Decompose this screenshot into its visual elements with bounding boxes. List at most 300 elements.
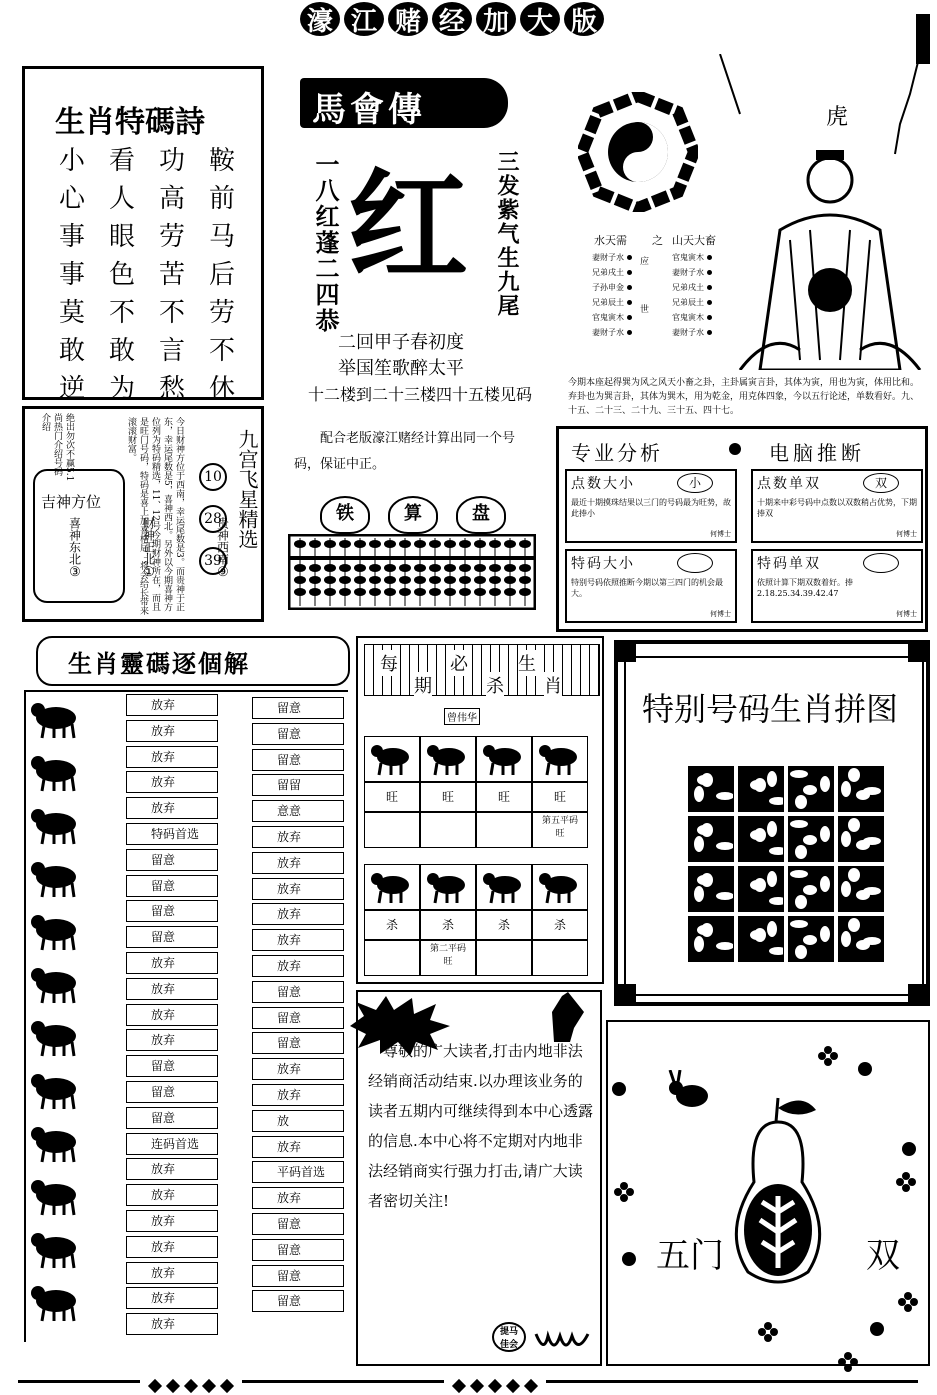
poem-char: 事 (58, 222, 85, 252)
zodiac-animal-icon (28, 1067, 84, 1111)
gua-dot-icon (707, 300, 712, 305)
abacus-bead (429, 588, 441, 596)
abacus-bead (384, 576, 396, 584)
zodiac-animal-icon (28, 1226, 84, 1270)
zodiac-col2-cell: 放弃 (252, 878, 344, 900)
decor-dot (902, 1142, 916, 1156)
zodiac-col2-cell: 留意 (252, 981, 344, 1003)
abacus-bead (324, 564, 336, 572)
kill-extra-cell (364, 940, 420, 976)
kill-extra-cell (420, 812, 476, 848)
abacus-bead (444, 564, 456, 572)
poem-char: 色 (108, 260, 135, 290)
abacus-bead (474, 576, 486, 584)
kill-status-cell: 旺 (476, 782, 532, 812)
poem-title: 生肖特碼詩 (55, 105, 205, 140)
gua-paragraph: 今期本座起得巽为风之风天小畜之卦，主卦属寅言卦，其体为寅，用也为寅，体用比和。弃卦也为巽言卦，其体为巽木，用为乾金，用克体四象，今以五行论述，单数看好。九、十五、二十三、二十九、三十五、四十七。 (568, 378, 920, 416)
zodiac-col1-cell: 放弃 (126, 978, 218, 1000)
pear-box (606, 1020, 930, 1366)
abacus-bead (294, 540, 306, 548)
puzzle-piece (838, 766, 884, 812)
masthead-char: 江 (344, 2, 384, 36)
abacus-bead (384, 588, 396, 596)
zodiac-col1-cell: 留意 (126, 926, 218, 948)
gua-line (592, 310, 632, 325)
kill-animal-cell (532, 736, 588, 782)
gua-dot-icon (627, 270, 632, 275)
gua-dot-icon (627, 255, 632, 260)
abacus-bead (399, 588, 411, 596)
poem-grid (47, 145, 247, 405)
puzzle-piece (738, 916, 784, 962)
kill-animal-cell (420, 864, 476, 910)
tiger-label: 虎 (826, 105, 849, 130)
abacus-bead (399, 540, 411, 548)
zodiac-col1-cell: 留意 (126, 1081, 218, 1103)
kill-table-box (356, 636, 604, 984)
gua-line (592, 280, 632, 295)
jiugong-number: 39 (199, 547, 227, 575)
analysis-card-label: 点数单双 (757, 476, 821, 492)
gua-shi: 世 (640, 305, 650, 315)
analysis-card-tag: 双 (863, 473, 899, 493)
analysis-card (565, 469, 737, 543)
gua-line (672, 250, 712, 265)
zodiac-col2-cell: 留意 (252, 1265, 344, 1287)
puzzle-piece (688, 816, 734, 862)
lucky-box (22, 406, 264, 622)
zodiac-col2-cell: 放弃 (252, 826, 344, 848)
gua-dot-icon (707, 330, 712, 335)
abacus-bead (519, 540, 531, 548)
poem-char: 愁 (158, 374, 185, 404)
gua-dot-icon (707, 315, 712, 320)
abacus-bead (474, 588, 486, 596)
abacus-bead (354, 540, 366, 548)
decor-flower-icon (614, 1182, 634, 1202)
abacus-bead (519, 576, 531, 584)
hot-number-col: 绝出勿 (64, 413, 74, 440)
gua-line (672, 325, 712, 340)
masthead-char: 赌 (388, 2, 428, 36)
puzzle-title: 特别号码生肖拼图 (642, 690, 899, 728)
masthead-char: 濠 (300, 2, 340, 36)
zodiac-col2-cell: 放弃 (252, 903, 344, 925)
kill-animal-cell (532, 864, 588, 910)
abacus-bead (504, 576, 516, 584)
zodiac-animal-icon (28, 802, 84, 846)
poem-char: 功 (158, 146, 185, 176)
horse-line-2: 举国笙歌醉太平 (338, 358, 464, 379)
zodiac-col1-cell: 留意 (126, 1107, 218, 1129)
zodiac-animal-icon (28, 696, 84, 740)
footer-diamonds-left (140, 1376, 242, 1395)
abacus-bead (414, 540, 426, 548)
gua-line (672, 295, 712, 310)
gua-line (592, 265, 632, 280)
zodiac-list-title-bar (36, 636, 350, 686)
pear-left-text: 五门 (656, 1236, 724, 1276)
analysis-card-label: 点数大小 (571, 476, 635, 492)
gua-line (672, 280, 712, 295)
kill-header-char: 肖 (544, 672, 562, 698)
poem-box (22, 66, 264, 404)
puzzle-piece (838, 816, 884, 862)
gua-ying: 应 (640, 257, 650, 267)
poem-char: 事 (58, 260, 85, 290)
abacus-bead (294, 564, 306, 572)
analysis-card-label: 特码单双 (757, 556, 821, 572)
abacus-bead (339, 588, 351, 596)
gua-line-label: 官鬼寅木 (592, 313, 624, 322)
analysis-card (751, 549, 923, 623)
abacus-bead (459, 540, 471, 548)
kill-animal-cell (420, 736, 476, 782)
zodiac-col1-cell: 连码首选 (126, 1133, 218, 1155)
gua-dot-icon (707, 285, 712, 290)
poem-char: 眼 (108, 222, 135, 252)
kill-animal-cell (364, 736, 420, 782)
poem-char: 逆 (58, 374, 85, 404)
zodiac-col2-cell: 留意 (252, 1290, 344, 1312)
puzzle-piece (738, 866, 784, 912)
gua-line-label: 妻财子水 (592, 328, 624, 337)
abacus-bead (414, 588, 426, 596)
hot-number-col: 5.1尚 (52, 413, 74, 482)
zodiac-col2-cell: 留意 (252, 1007, 344, 1029)
analysis-card-tag (677, 553, 713, 573)
lucky-direction-num: ③ (69, 565, 81, 580)
right-vertical-phrase: 三发紫气生九尾 (494, 150, 520, 318)
abacus-bead (444, 540, 456, 548)
poem-char: 看 (108, 146, 135, 176)
footer-diamonds-right (444, 1376, 546, 1395)
puzzle-piece (788, 866, 834, 912)
analysis-card (565, 549, 737, 623)
jiugong-numbers (199, 463, 227, 575)
notice-box (356, 990, 602, 1366)
zodiac-col1-cell: 放弃 (126, 1236, 218, 1258)
decor-dot (612, 1082, 626, 1096)
puzzle-piece (738, 766, 784, 812)
horse-banner (300, 78, 508, 128)
analysis-card (751, 469, 923, 543)
decor-flower-icon (818, 1046, 838, 1066)
zodiac-col2-cell: 放弃 (252, 1058, 344, 1080)
abacus-icon (288, 534, 536, 610)
zodiac-col2-cell: 放 (252, 1110, 344, 1132)
analysis-title-left: 专业分析 (571, 441, 663, 465)
zodiac-col1-cell: 放弃 (126, 1184, 218, 1206)
poem-char: 高 (158, 184, 185, 214)
decor-flower-icon (758, 1322, 778, 1342)
abacus-bead (399, 564, 411, 572)
zodiac-col2-cell: 放弃 (252, 1084, 344, 1106)
hot-number-col: 热门介绍 (52, 422, 62, 458)
abacus-bead (369, 540, 381, 548)
poem-char: 苦 (158, 260, 185, 290)
gua-line-label: 妻财子水 (672, 328, 704, 337)
poem-char: 小 (58, 146, 85, 176)
puzzle-piece (688, 866, 734, 912)
gua-line (592, 295, 632, 310)
poem-char: 为 (108, 374, 135, 404)
kill-header-char: 期 (414, 672, 432, 698)
gua-left-lines (592, 250, 632, 340)
lucky-direction-label: 财神正北 (141, 517, 156, 565)
gua-line-label: 子孙申金 (592, 283, 624, 292)
abacus-bead (384, 564, 396, 572)
zodiac-col1-cell: 放弃 (126, 1287, 218, 1309)
abacus-bead (384, 540, 396, 548)
zodiac-col2-cell: 放弃 (252, 852, 344, 874)
kill-header-char: 生 (518, 650, 536, 676)
zodiac-col1-cell: 留意 (126, 875, 218, 897)
abacus-bead (444, 588, 456, 596)
abacus-title (320, 496, 506, 534)
abacus-bead (414, 564, 426, 572)
lucky-direction-label: 贵神西南 (215, 517, 230, 565)
lucky-text (125, 417, 185, 617)
gua-line (672, 265, 712, 280)
gua-dot-icon (707, 270, 712, 275)
gua-dot-icon (627, 330, 632, 335)
zodiac-col1-cell: 放弃 (126, 1210, 218, 1232)
abacus-bead (324, 588, 336, 596)
zodiac-col1-cell: 留意 (126, 1055, 218, 1077)
poem-char: 马 (208, 222, 235, 252)
poem-char: 言 (158, 336, 185, 366)
abacus-bead (504, 540, 516, 548)
left-vertical-phrase: 一八红蓬二四恭 (311, 152, 340, 334)
zodiac-col1-cell: 放弃 (126, 797, 218, 819)
abacus-heart: 算 (388, 496, 438, 534)
abacus-bead (444, 576, 456, 584)
gua-line-label: 官鬼寅木 (672, 313, 704, 322)
poem-char: 鞍 (208, 146, 235, 176)
gua-dot-icon (627, 285, 632, 290)
jiugong-title: 九宫飞星精选 (235, 429, 259, 549)
lucky-title: 吉神方位 (41, 493, 102, 511)
gua-line-label: 官鬼寅木 (672, 253, 704, 262)
notice-stamp: 提马 佳会 (492, 1322, 526, 1352)
abacus-bead (489, 588, 501, 596)
horse-banner-text: 馬會傳 (312, 90, 426, 130)
analysis-card-sign: 何博士 (896, 530, 917, 538)
zodiac-col2-cell: 留留 (252, 774, 344, 796)
poem-char: 人 (108, 184, 135, 214)
abacus-bead (489, 564, 501, 572)
analysis-card-sign: 何博士 (710, 610, 731, 618)
decor-dot (622, 1252, 636, 1266)
abacus-bead (369, 576, 381, 584)
zodiac-animal-icon (28, 749, 84, 793)
masthead-char: 大 (520, 2, 560, 36)
lucky-direction-label: 喜神东北 (67, 517, 82, 565)
puzzle-piece (688, 916, 734, 962)
abacus-heart: 铁 (320, 496, 370, 534)
poem-char: 劳 (208, 298, 235, 328)
horse-line-1: 二回甲子春初度 (338, 332, 464, 353)
analysis-title-right: 电脑推断 (769, 441, 865, 465)
zodiac-animal-icon (28, 1120, 84, 1164)
zodiac-col1-cell: 放弃 (126, 1029, 218, 1051)
kill-status-cell: 杀 (364, 910, 420, 940)
abacus-bead (324, 540, 336, 548)
lucky-direction-num: ① (143, 565, 155, 580)
lucky-direction-num: ⑨ (217, 565, 229, 580)
abacus-bead (354, 588, 366, 596)
abacus-bead (339, 564, 351, 572)
zodiac-col1-cell: 放弃 (126, 746, 218, 768)
analysis-box (556, 426, 928, 632)
decor-dot (858, 1062, 872, 1076)
lucky-text-col: 另外以今期喜神方位列为特码精选，11、 (150, 417, 172, 612)
zodiac-col2-cell: 留意 (252, 1213, 344, 1235)
puzzle-piece (788, 816, 834, 862)
puzzle-piece (788, 916, 834, 962)
poem-char: 休 (208, 374, 235, 404)
kill-status-cell: 杀 (476, 910, 532, 940)
abacus-bead (429, 576, 441, 584)
zodiac-col2-cell: 留意 (252, 1032, 344, 1054)
lucky-text-col: 12号今期财神所在，而且是旺门号码， (138, 417, 160, 611)
jiugong-number: 28 (199, 505, 227, 533)
kill-extra-cell: 第二平码 旺 (420, 940, 476, 976)
abacus-bead (399, 576, 411, 584)
poem-char: 不 (158, 298, 185, 328)
puzzle-piece (838, 916, 884, 962)
kill-animal-cell (476, 736, 532, 782)
zodiac-animal-icon (28, 1173, 84, 1217)
gua-line-label: 兄弟戌土 (672, 283, 704, 292)
abacus-bead (339, 576, 351, 584)
zodiac-col2-cell: 留意 (252, 723, 344, 745)
crack-line-icon (700, 54, 937, 164)
zodiac-col2-cell: 平码首选 (252, 1161, 344, 1183)
abacus-bead (429, 540, 441, 548)
abacus-bead (489, 576, 501, 584)
analysis-card-text: 十期来中彩号码中点数以双数稍占优势，下期捧双 (757, 498, 917, 518)
zodiac-animal-icon (28, 961, 84, 1005)
abacus-bead (354, 576, 366, 584)
zodiac-col1-cell: 放弃 (126, 1262, 218, 1284)
kill-animal-cell (364, 864, 420, 910)
abacus-bead (309, 540, 321, 548)
kill-status-cell: 旺 (420, 782, 476, 812)
decor-flower-icon (896, 1172, 916, 1192)
zodiac-col2-cell: 留意 (252, 1239, 344, 1261)
abacus-bead (519, 564, 531, 572)
decor-dot (870, 1322, 884, 1336)
abacus-bead (294, 576, 306, 584)
gua-mid: 之 (652, 234, 663, 247)
zodiac-animal-icon (28, 1014, 84, 1058)
big-red-char: 红 (348, 156, 468, 297)
kill-header-char: 每 (380, 650, 398, 676)
abacus-heart: 盘 (456, 496, 506, 534)
zodiac-animal-icon (28, 1279, 84, 1323)
abacus-bead (429, 564, 441, 572)
masthead-title (300, 2, 604, 36)
gua-line (672, 310, 712, 325)
gua-left-title: 水天需 (594, 234, 627, 247)
zodiac-col1-cell: 特码首选 (126, 823, 218, 845)
puzzle-piece (738, 816, 784, 862)
abacus-bead (504, 588, 516, 596)
abacus-bead (504, 564, 516, 572)
poem-char: 敢 (58, 336, 85, 366)
zodiac-animal-icon (28, 908, 84, 952)
zodiac-col1-cell: 放弃 (126, 720, 218, 742)
analysis-card-tag (863, 553, 899, 573)
abacus-bead (294, 588, 306, 596)
kill-status-cell: 旺 (364, 782, 420, 812)
lucky-text-col: 滚财富。 (126, 426, 136, 462)
abacus-bead (459, 588, 471, 596)
poem-char: 后 (208, 260, 235, 290)
hot-number-col: 号码介绍 (40, 413, 62, 476)
signature-icon (534, 1328, 590, 1354)
abacus-bead (309, 564, 321, 572)
zodiac-col1-cell: 放弃 (126, 771, 218, 793)
abacus-bead (369, 564, 381, 572)
analysis-card-sign: 何博士 (710, 530, 731, 538)
author-tag: 曾伟华 (444, 708, 480, 725)
abacus-bead (459, 576, 471, 584)
abacus-bead (474, 540, 486, 548)
kill-header-char: 必 (450, 650, 468, 676)
zodiac-col2-cell: 放弃 (252, 929, 344, 951)
lucky-text-col: 今日财神方位于西南，幸运尾数是3。 (174, 417, 184, 567)
notice-text: 尊敬的广大读者,打击内地非法经销商活动结束.以办理该业务的读者五期内可继续得到本中心透露的信息.本中心将不定期对内地非法经销商实行强力打击,请广大读者密切关注! (368, 1042, 594, 1210)
jiugong-number: 10 (199, 463, 227, 491)
analysis-dot (729, 443, 741, 455)
lucky-direction (41, 517, 109, 580)
hot-number-col: 次不赢 (64, 440, 74, 467)
gua-right-lines (672, 250, 712, 340)
analysis-card-sign: 何博士 (896, 610, 917, 618)
gua-dot-icon (627, 315, 632, 320)
combo-text: 配合老版濠江赌经计算出同一个号码，保证中正。 (294, 431, 516, 472)
masthead-char: 加 (476, 2, 516, 36)
zodiac-animal-icon (28, 855, 84, 899)
decor-flower-icon (898, 1292, 918, 1312)
kill-status-cell: 旺 (532, 782, 588, 812)
kill-extra-cell: 第五平码 旺 (532, 812, 588, 848)
abacus-bead (474, 564, 486, 572)
zodiac-col2-cell: 放弃 (252, 955, 344, 977)
analysis-card-tag: 小 (677, 473, 713, 493)
zodiac-col1-cell: 放弃 (126, 952, 218, 974)
abacus-bead (459, 564, 471, 572)
masthead-char: 经 (432, 2, 472, 36)
abacus-bead (369, 588, 381, 596)
abacus-bead (354, 564, 366, 572)
zodiac-col1-cell: 放弃 (126, 1004, 218, 1026)
poem-char: 劳 (158, 222, 185, 252)
lucky-text-col: 而贵神于正东，幸运尾数是5，喜神西北。 (162, 417, 184, 612)
masthead-char: 版 (564, 2, 604, 36)
analysis-card-text: 特别号码依照推断今期以第三四门的机会最大。 (571, 578, 723, 598)
abacus-bead (309, 576, 321, 584)
zodiac-col2-cell: 放弃 (252, 1187, 344, 1209)
gua-line (592, 325, 632, 340)
rabbit-icon (666, 1070, 712, 1110)
zodiac-col1-cell: 留意 (126, 849, 218, 871)
poem-char: 莫 (58, 298, 85, 328)
gua-dot-icon (707, 255, 712, 260)
